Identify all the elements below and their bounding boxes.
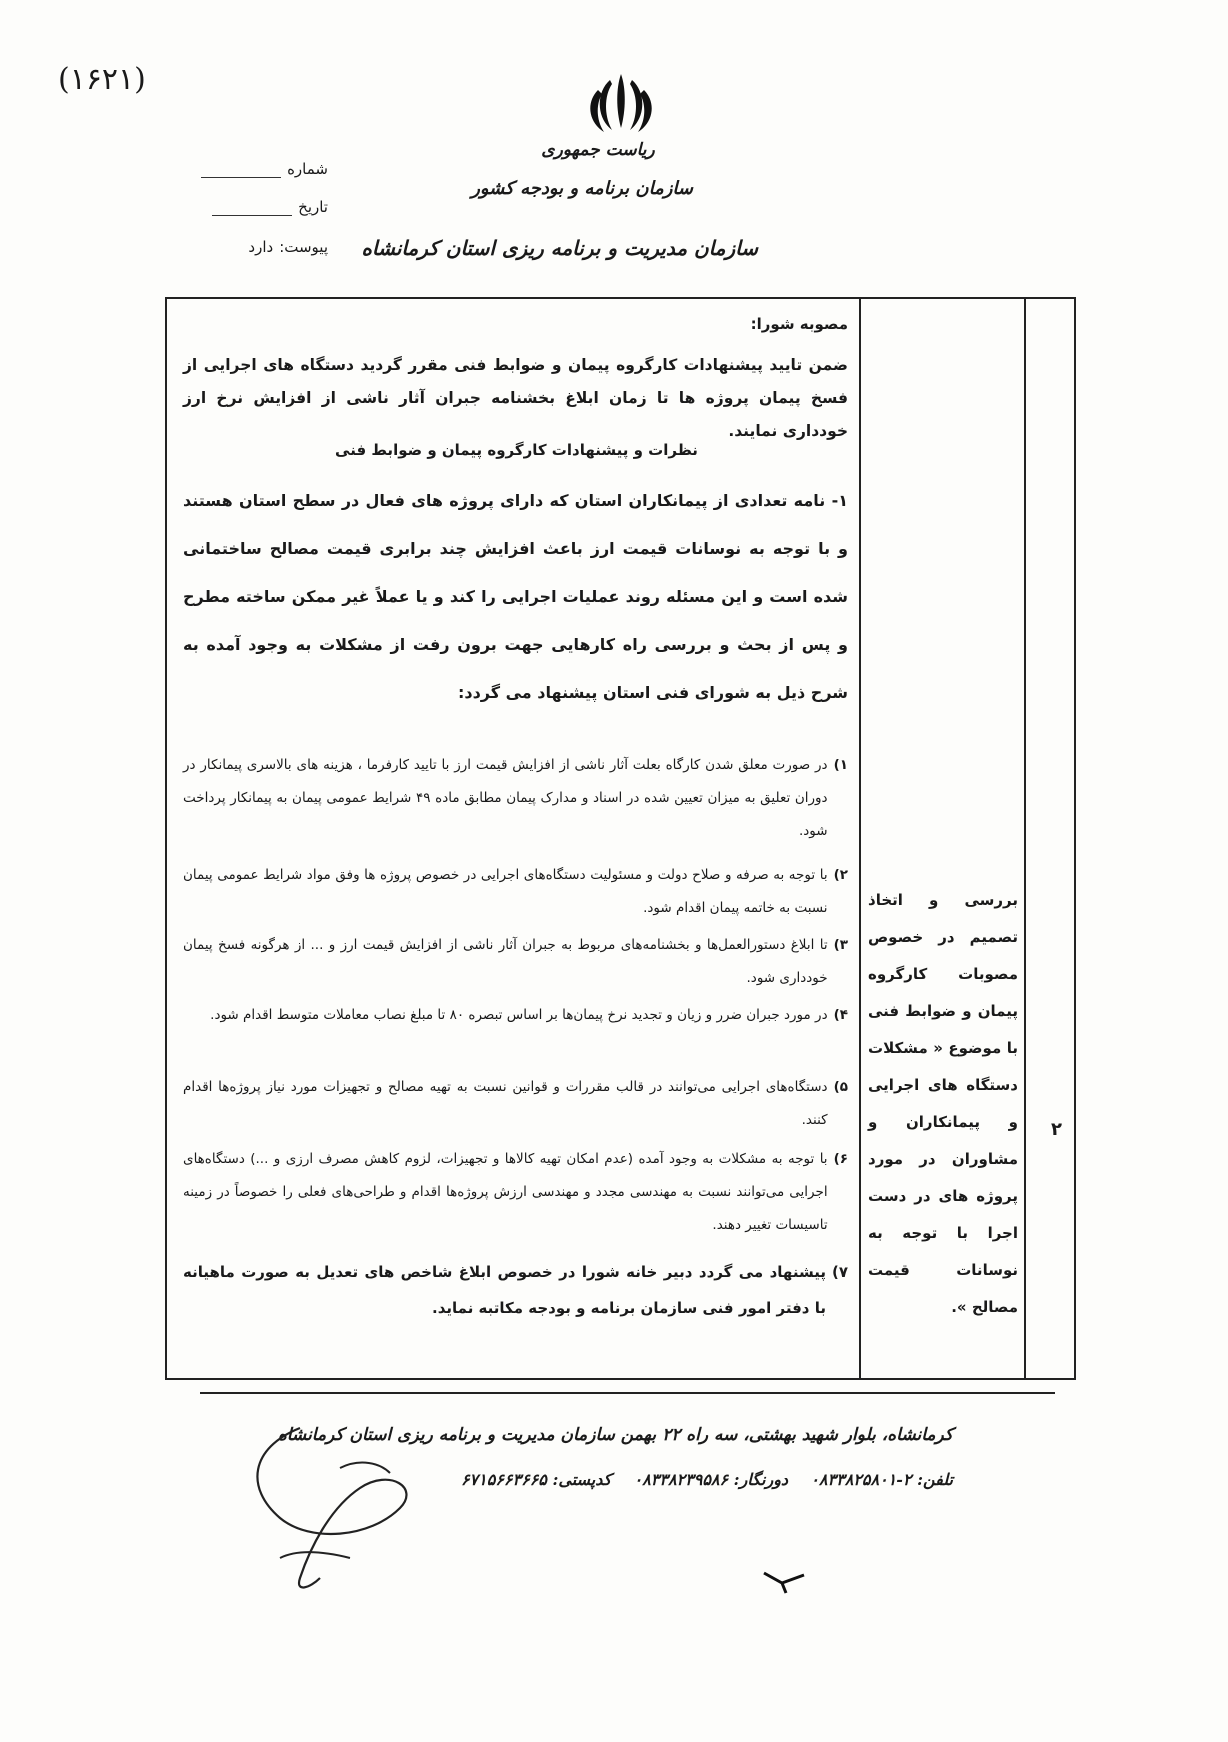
number-blank [201,167,281,178]
list-item-number: ۴) [833,1007,848,1023]
list-item-number: ۳) [833,937,848,953]
list-item-text: دستگاه‌های اجرایی می‌توانند در قالب مقررات و قوانین نسبت به تهیه مصالح و تجهیزات مورد نیاز پروژه‌ها اقدام کنند. [183,1079,828,1128]
column-divider [1024,299,1026,1378]
letter-number-field [201,160,328,178]
list-item-number: ۷) [831,1263,848,1281]
list-item-text: در صورت معلق شدن کارگاه بعلت آثار ناشی از افزایش قیمت ارز با تایید کارفرما ، هزینه های بالاسری پیمانکار در دوران تعلیق به میزان تعیین شده در اسناد و مدارک پیمان مطابق ماده ۴۹ شرایط عمومی پیمان به پیمانکار پرداخت شود. [183,757,828,839]
iran-emblem-icon [576,70,666,138]
column-divider [859,299,861,1378]
attachment-label: پیوست: [279,238,328,256]
header-presidency: ریاست جمهوری [541,140,655,160]
footer-postal-code: کدپستی: ۶۷۱۵۶۶۳۶۶۵ [460,1470,612,1489]
list-item-text: با توجه به صرفه و صلاح دولت و مسئولیت دستگاه‌های اجرایی در خصوص پروژه ها وفق مواد شرایط عمومی پیمان نسبت به خاتمه پیمان اقدام شود. [183,867,828,916]
header-provincial-organization: سازمان مدیریت و برنامه ریزی استان کرمانشاه [361,236,758,260]
page-number: (۱۶۲۱) [58,62,146,97]
list-item [183,749,848,848]
letter-date-field [212,198,328,216]
list-item-text: در مورد جبران ضرر و زیان و تجدید نرخ پیمان‌ها بر اساس تبصره ۸۰ تا مبلغ نصاب معاملات متوسط اقدام شود. [210,1007,828,1023]
list-item [183,999,848,1032]
resolution-table [165,297,1076,1380]
footer-address: کرمانشاه، بلوار شهید بهشتی، سه راه ۲۲ بهمن سازمان مدیریت و برنامه ریزی استان کرمانشاه [277,1425,953,1445]
resolution-body [177,299,856,1378]
working-group-heading: نظرات و پیشنهادات کارگروه پیمان و ضوابط فنی [335,441,698,459]
list-item [183,929,848,995]
row-number: ۲ [1051,1119,1062,1140]
date-blank [212,205,292,216]
footer-contacts [461,1470,953,1489]
list-item-number: ۵) [833,1079,848,1095]
resolution-heading: مصوبه شورا: [750,315,848,333]
list-item-number: ۱) [833,757,848,773]
footer-divider [200,1392,1055,1394]
list-item [183,1071,848,1137]
scribble-mark-icon [760,1565,810,1595]
list-item [183,859,848,925]
list-item-text: پیشنهاد می گردد دبیر خانه شورا در خصوص ابلاغ شاخص های تعدیل به صورت ماهیانه با دفتر امور فنی سازمان برنامه و بودجه مکاتبه نماید. [183,1263,826,1317]
list-item-number: ۶) [833,1151,848,1167]
list-item-text: تا ابلاغ دستورالعمل‌ها و بخشنامه‌های مربوط به جبران آثار ناشی از افزایش قیمت ارز و ... از هرگونه فسخ پیمان خودداری شود. [183,937,828,986]
date-label: تاریخ [298,198,328,216]
footer-phone: تلفن: ۲-۰۸۳۳۸۲۵۸۰۱ [810,1470,953,1489]
list-item [183,1143,848,1242]
list-item-number: ۲) [833,867,848,883]
handwritten-signature [240,1408,470,1598]
header-organization: سازمان برنامه و بودجه کشور [471,178,693,199]
list-item [183,1254,848,1326]
contractors-letter-paragraph: ۱- نامه تعدادی از پیمانکاران استان که دارای پروژه های فعال در سطح استان هستند و با توجه به نوسانات قیمت ارز باعث افزایش چند برابری قیمت مصالح ساختمانی شده است و این مسئله روند عملیات اجرایی را کند و یا عملاً غیر ممکن ساخته مطرح و پس از بحث و بررسی راه کارهایی جهت برون رفت از مشکلات به وجود آمده به شرح ذیل به شورای فنی استان پیشنهاد می گردد: [183,491,848,702]
list-item-text: با توجه به مشکلات به وجود آمده (عدم امکان تهیه کالاها و تجهیزات، لزوم کاهش مصرف ارزی و ...) دستگاه‌های اجرایی می‌توانند نسبت به مهندسی مجدد و مهندسی ارزش پروژه‌ها اقدام و طراحی‌های فعلی را خصوصاً در زمینه تاسیسات تغییر دهند. [183,1151,828,1233]
footer-fax: دورنگار: ۰۸۳۳۸۲۳۹۵۸۶ [633,1470,789,1489]
number-label: شماره [287,160,328,178]
letter-attachment-field [248,238,328,256]
attachment-value: دارد [248,238,274,256]
resolution-text: ضمن تایید پیشنهادات کارگروه پیمان و ضوابط فنی مقرر گردید دستگاه های اجرایی از فسخ پیمان پروژه ها تا زمان ابلاغ بخشنامه جبران آثار ناشی از افزایش نرخ ارز خودداری نمایند. [183,356,848,440]
agenda-subject: بررسی و اتخاذ تصمیم در خصوص مصوبات کارگروه پیمان و ضوابط فنی با موضوع « مشکلات دستگاه های اجرایی و پیمانکاران و مشاوران در مورد پروژه های در دست اجرا با توجه به نوسانات قیمت مصالح ». [868,891,1018,1316]
